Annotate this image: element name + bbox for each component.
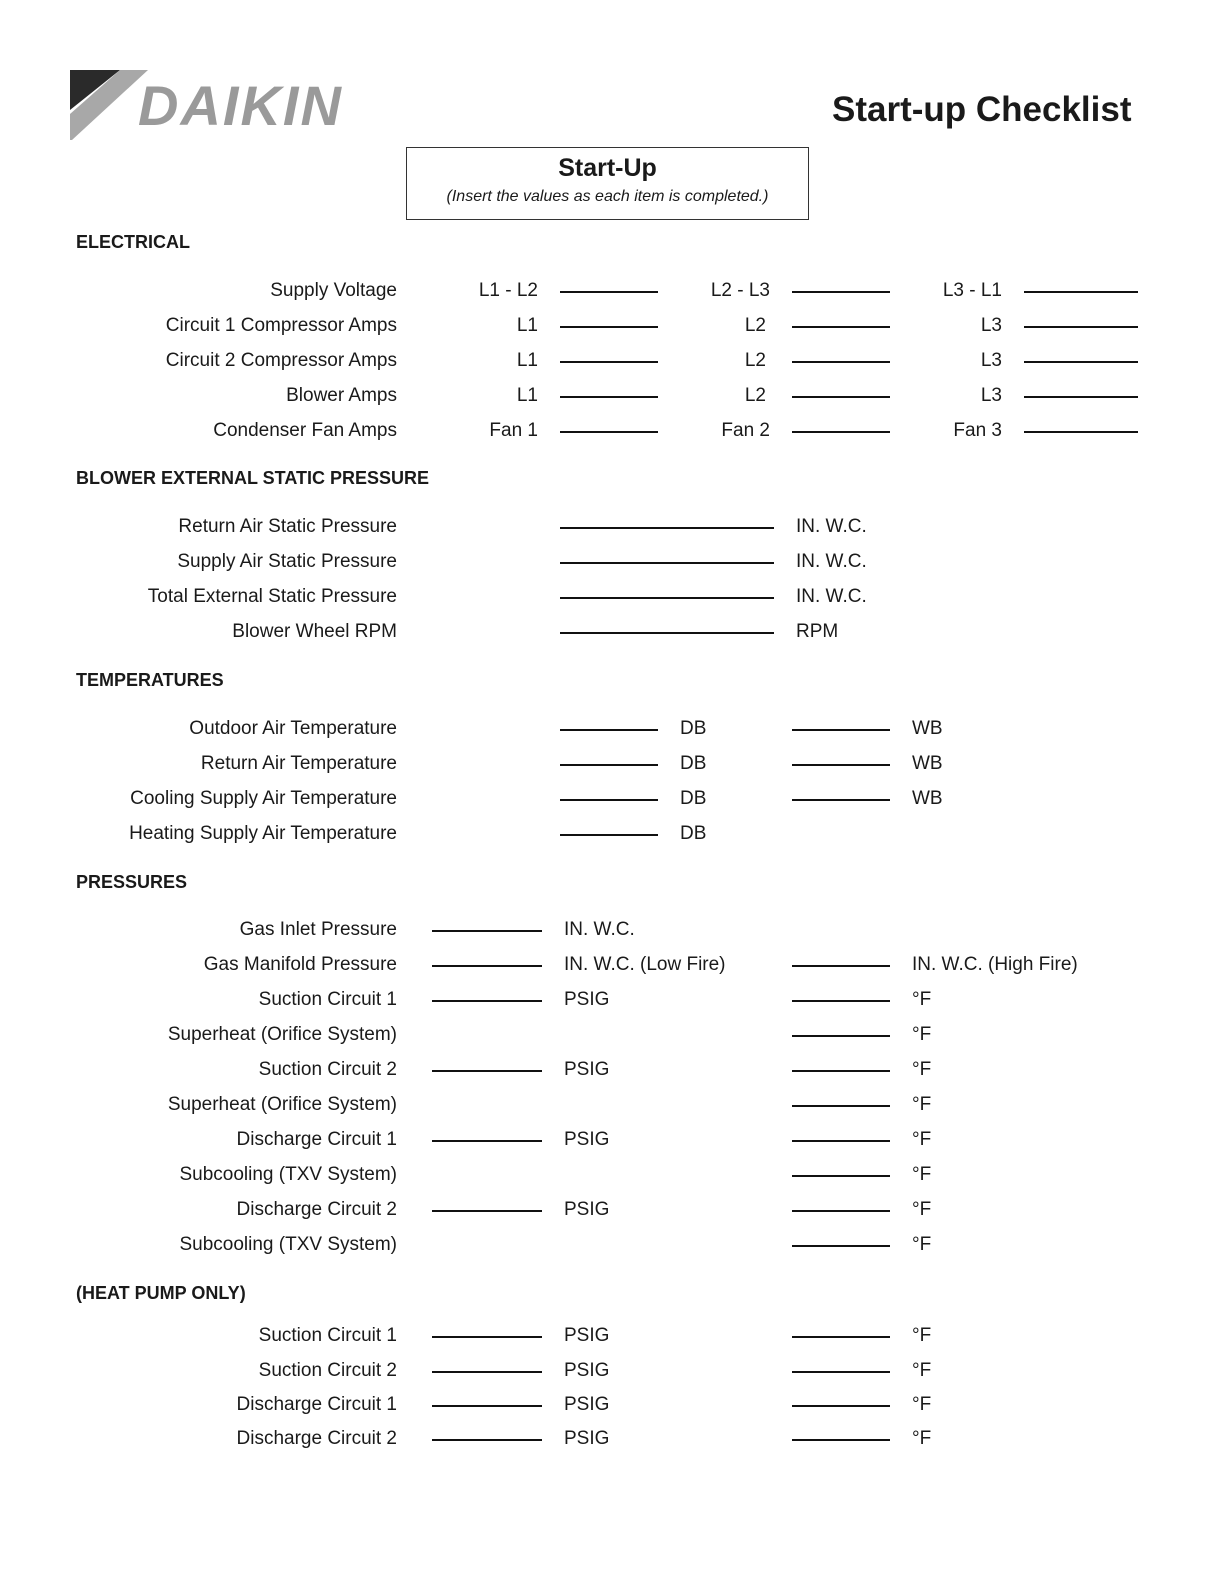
entry-field-1[interactable] <box>560 396 658 398</box>
entry-field-1[interactable] <box>560 291 658 293</box>
entry-field-wb[interactable] <box>792 799 890 801</box>
row-label: Suction Circuit 1 <box>258 1325 397 1346</box>
entry-field-2[interactable] <box>792 361 890 363</box>
daikin-logo <box>70 70 415 142</box>
unit-label: WB <box>912 788 943 809</box>
row-label: Blower Amps <box>286 385 397 406</box>
phase-label: L2 <box>744 315 766 336</box>
phase-label: L2 <box>744 350 766 371</box>
row-label: Discharge Circuit 2 <box>236 1428 397 1449</box>
entry-field[interactable] <box>560 562 774 564</box>
startup-header-box <box>406 147 809 220</box>
entry-field-2[interactable] <box>792 1245 890 1247</box>
section-blower-title: BLOWER EXTERNAL STATIC PRESSURE <box>76 468 430 488</box>
entry-field-1[interactable] <box>432 1336 542 1338</box>
unit-label: PSIG <box>564 1360 610 1381</box>
entry-field-2[interactable] <box>792 1175 890 1177</box>
row-label: Subcooling (TXV System) <box>179 1234 397 1255</box>
phase-label: L1 <box>516 315 538 336</box>
unit-label: °F <box>912 1024 932 1045</box>
entry-field-2[interactable] <box>792 431 890 433</box>
unit-label: PSIG <box>564 1129 610 1150</box>
entry-field-2[interactable] <box>792 1070 890 1072</box>
unit-label: PSIG <box>564 1059 610 1080</box>
entry-field-1[interactable] <box>432 1371 542 1373</box>
entry-field-3[interactable] <box>1024 396 1138 398</box>
row-label: Suction Circuit 2 <box>258 1059 397 1080</box>
row-label: Subcooling (TXV System) <box>179 1164 397 1185</box>
row-label: Condenser Fan Amps <box>213 420 397 441</box>
unit-label: WB <box>912 753 943 774</box>
row-label: Suction Circuit 2 <box>258 1360 397 1381</box>
phase-label: L1 <box>516 385 538 406</box>
entry-field-3[interactable] <box>1024 361 1138 363</box>
unit-label: PSIG <box>564 989 610 1010</box>
entry-field-1[interactable] <box>432 1405 542 1407</box>
phase-label: L3 <box>980 385 1002 406</box>
section-temperatures-title: TEMPERATURES <box>76 670 224 690</box>
unit-label: PSIG <box>564 1199 610 1220</box>
unit-label: °F <box>912 1360 932 1381</box>
entry-field-3[interactable] <box>1024 431 1138 433</box>
unit-label: IN. W.C. <box>564 919 635 940</box>
unit-label: °F <box>912 1234 932 1255</box>
entry-field-db[interactable] <box>560 799 658 801</box>
unit-label: °F <box>912 1199 932 1220</box>
unit-label: DB <box>680 823 707 844</box>
entry-field-1[interactable] <box>432 1439 542 1441</box>
row-label: Supply Air Static Pressure <box>177 551 397 572</box>
entry-field-1[interactable] <box>432 930 542 932</box>
unit-label: °F <box>912 989 932 1010</box>
entry-field-3[interactable] <box>1024 291 1138 293</box>
row-label: Superheat (Orifice System) <box>167 1024 397 1045</box>
unit-label: DB <box>680 788 707 809</box>
entry-field[interactable] <box>560 527 774 529</box>
row-label: Heating Supply Air Temperature <box>129 823 397 844</box>
phase-label: L2 <box>744 385 766 406</box>
unit-label: RPM <box>796 621 839 642</box>
row-label: Cooling Supply Air Temperature <box>130 788 397 809</box>
entry-field-wb[interactable] <box>792 729 890 731</box>
phase-label: L1 - L2 <box>478 280 538 301</box>
phase-label: L1 <box>516 350 538 371</box>
entry-field-2[interactable] <box>792 1371 890 1373</box>
phase-label: Fan 3 <box>953 420 1002 441</box>
entry-field-db[interactable] <box>560 729 658 731</box>
entry-field-3[interactable] <box>1024 326 1138 328</box>
unit-label: WB <box>912 718 943 739</box>
unit-label: PSIG <box>564 1325 610 1346</box>
row-label: Return Air Static Pressure <box>178 516 397 537</box>
phase-label: Fan 1 <box>489 420 538 441</box>
box-subtitle: (Insert the values as each item is completed.) <box>446 188 769 205</box>
entry-field-2[interactable] <box>792 1035 890 1037</box>
entry-field-1[interactable] <box>432 1000 542 1002</box>
entry-field-1[interactable] <box>432 965 542 967</box>
unit-label: °F <box>912 1164 932 1185</box>
entry-field-2[interactable] <box>792 1210 890 1212</box>
row-label: Gas Manifold Pressure <box>203 954 397 975</box>
row-label: Circuit 1 Compressor Amps <box>165 315 397 336</box>
phase-label: L3 <box>980 315 1002 336</box>
entry-field-1[interactable] <box>560 361 658 363</box>
unit-label: IN. W.C. (High Fire) <box>912 954 1078 975</box>
entry-field-2[interactable] <box>792 396 890 398</box>
unit-label: IN. W.C. (Low Fire) <box>564 954 726 975</box>
section-electrical-title: ELECTRICAL <box>76 232 190 252</box>
section-heatpump-title: (HEAT PUMP ONLY) <box>76 1283 246 1303</box>
phase-label: L3 <box>980 350 1002 371</box>
entry-field-1[interactable] <box>560 326 658 328</box>
row-label: Blower Wheel RPM <box>232 621 397 642</box>
logo-wordmark: DAIKIN <box>138 74 343 137</box>
entry-field-2[interactable] <box>792 326 890 328</box>
row-label: Supply Voltage <box>270 280 397 301</box>
entry-field-db[interactable] <box>560 834 658 836</box>
box-title: Start-Up <box>558 154 657 182</box>
entry-field-2[interactable] <box>792 1140 890 1142</box>
row-label: Gas Inlet Pressure <box>239 919 397 940</box>
unit-label: DB <box>680 718 707 739</box>
entry-field-1[interactable] <box>432 1070 542 1072</box>
row-label: Return Air Temperature <box>200 753 397 774</box>
phase-label: L2 - L3 <box>710 280 770 301</box>
row-label: Discharge Circuit 1 <box>236 1394 397 1415</box>
document-title: Start-up Checklist <box>832 90 1132 129</box>
unit-label: °F <box>912 1094 932 1115</box>
entry-field-wb[interactable] <box>792 764 890 766</box>
entry-field[interactable] <box>560 597 774 599</box>
phase-label: L3 - L1 <box>942 280 1002 301</box>
row-label: Discharge Circuit 2 <box>236 1199 397 1220</box>
row-label: Suction Circuit 1 <box>258 989 397 1010</box>
row-label: Discharge Circuit 1 <box>236 1129 397 1150</box>
unit-label: IN. W.C. <box>796 551 867 572</box>
entry-field-2[interactable] <box>792 1439 890 1441</box>
unit-label: IN. W.C. <box>796 586 867 607</box>
entry-field-2[interactable] <box>792 1105 890 1107</box>
unit-label: °F <box>912 1059 932 1080</box>
row-label: Total External Static Pressure <box>147 586 397 607</box>
unit-label: °F <box>912 1325 932 1346</box>
row-label: Superheat (Orifice System) <box>167 1094 397 1115</box>
entry-field[interactable] <box>560 632 774 634</box>
unit-label: DB <box>680 753 707 774</box>
unit-label: °F <box>912 1428 932 1449</box>
unit-label: °F <box>912 1394 932 1415</box>
row-label: Outdoor Air Temperature <box>189 718 397 739</box>
entry-field-2[interactable] <box>792 1000 890 1002</box>
unit-label: PSIG <box>564 1428 610 1449</box>
section-pressures-title: PRESSURES <box>76 872 188 892</box>
entry-field-1[interactable] <box>560 431 658 433</box>
row-label: Circuit 2 Compressor Amps <box>165 350 397 371</box>
phase-label: Fan 2 <box>721 420 770 441</box>
entry-field-2[interactable] <box>792 291 890 293</box>
entry-field-db[interactable] <box>560 764 658 766</box>
entry-field-1[interactable] <box>432 1210 542 1212</box>
unit-label: PSIG <box>564 1394 610 1415</box>
unit-label: °F <box>912 1129 932 1150</box>
entry-field-2[interactable] <box>792 965 890 967</box>
entry-field-1[interactable] <box>432 1140 542 1142</box>
entry-field-2[interactable] <box>792 1405 890 1407</box>
entry-field-2[interactable] <box>792 1336 890 1338</box>
unit-label: IN. W.C. <box>796 516 867 537</box>
